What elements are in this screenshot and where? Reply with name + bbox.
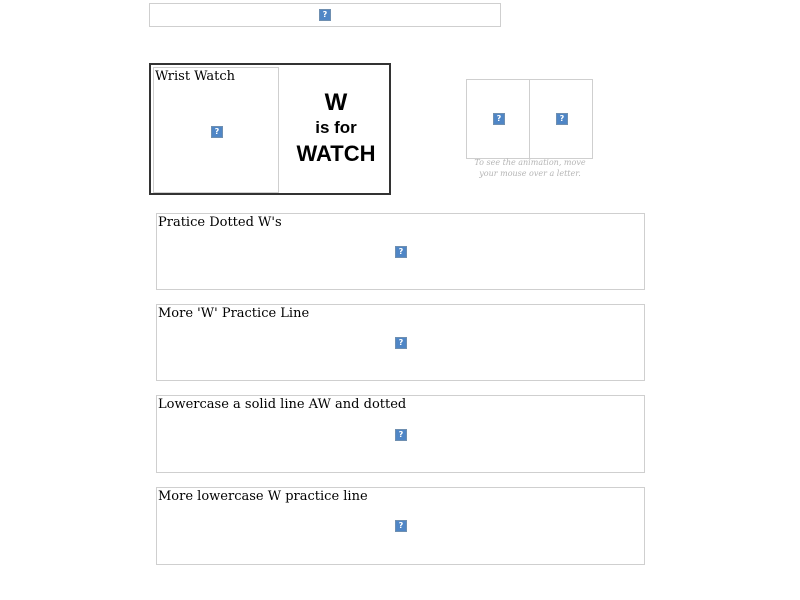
w-is-for-watch-heading [281,89,391,169]
practice-section-label: More 'W' Practice Line [158,306,310,321]
animated-letter-tile-left[interactable] [466,79,530,159]
watch-word: WATCH [296,141,376,166]
big-letter: W [324,89,348,116]
letter-animation-left-icon: ? [493,113,505,125]
practice-section-dotted-w [156,213,645,290]
practice-sheet-image-icon: ? [395,246,407,258]
top-banner-frame [149,3,501,27]
practice-section-label: Lowercase a solid line AW and dotted [158,397,407,412]
banner-image-placeholder-icon: ? [319,9,331,21]
is-for-text: is for [315,118,357,137]
practice-section-label: Pratice Dotted W's [158,215,282,230]
practice-section-more-w [156,304,645,381]
animated-letter-tile-right[interactable] [529,79,593,159]
practice-section-lowercase-w [156,487,645,565]
watch-image-placeholder-icon: ? [211,126,223,138]
watch-card [149,63,391,195]
practice-section-label: More lowercase W practice line [158,489,368,504]
practice-section-lowercase-aw [156,395,645,473]
practice-sheet-image-icon: ? [395,429,407,441]
letter-animation-right-icon: ? [556,113,568,125]
animation-hint-text: To see the animation, move your mouse over a letter. [474,158,586,178]
watch-caption: Wrist Watch [155,69,236,84]
practice-sheet-image-icon: ? [395,520,407,532]
watch-picture-frame [153,67,279,193]
practice-sheet-image-icon: ? [395,337,407,349]
